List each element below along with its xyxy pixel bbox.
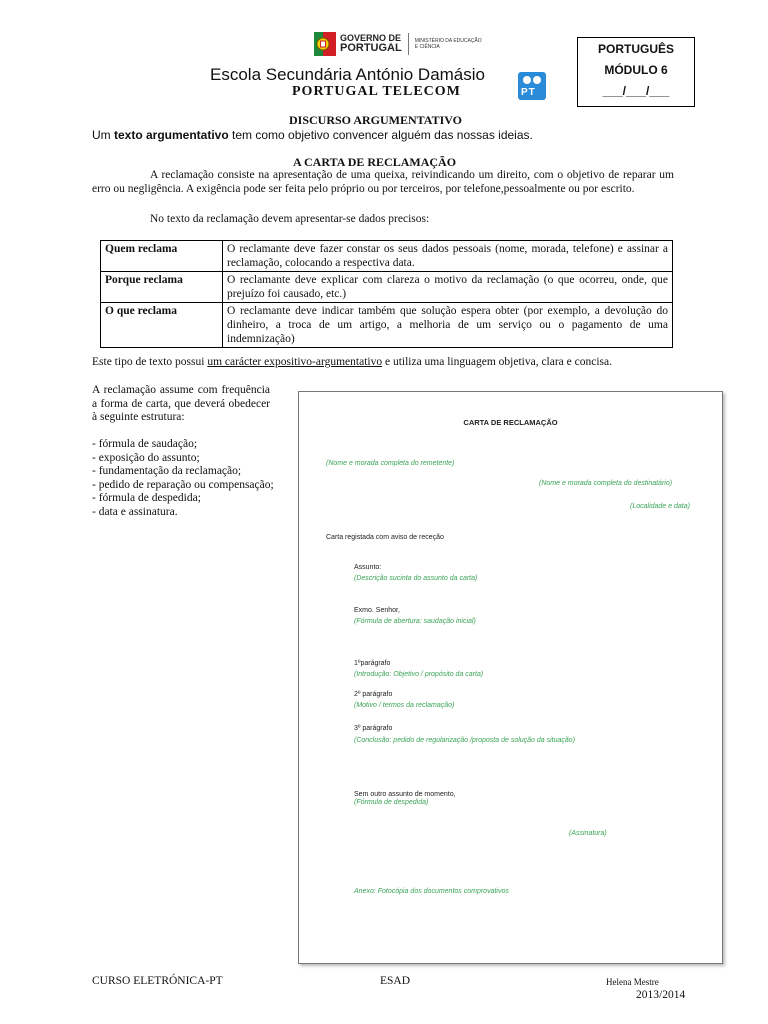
government-logo-text (340, 34, 402, 54)
paragraph-precise-data: No texto da reclamação devem apresentar-se dados precisos: (150, 213, 430, 225)
table-cell-who: O que reclama (101, 303, 223, 348)
paragraph-text-type (92, 356, 612, 368)
letter-closing: Sem outro assunto de momento, (354, 791, 456, 798)
list-item: - data e assinatura. (92, 505, 178, 518)
intro-pre: Um (92, 128, 114, 142)
footer-course: CURSO ELETRÓNICA-PT (92, 975, 223, 987)
letter-greeting: Exmo. Senhor, (354, 607, 400, 614)
module-label: MÓDULO 6 (604, 63, 668, 77)
letter-registered: Carta registada com aviso de receção (326, 534, 444, 541)
subject-box (577, 37, 695, 107)
pt-logo-icon (518, 72, 546, 100)
reclamation-data-table (100, 240, 673, 348)
section-title: DISCURSO ARGUMENTATIVO (289, 113, 463, 127)
letter-subject-hint: (Descrição sucinta do assunto da carta) (354, 575, 478, 582)
government-logo (314, 30, 490, 58)
letter-attachment: Anexo: Fotocópia dos documentos comprovativos (354, 888, 509, 895)
paragraph-definition: A reclamação consiste na apresentação de uma queixa, reivindicando um direito, com o objetivo de reparar um erro ou negligência. A exigência pode ser feita pelo próprio ou por terceiros, por telefone,pessoalmente ou por escrito. (92, 169, 674, 195)
intro-bold: texto argumentativo (114, 128, 229, 142)
ministry-line2: E CIÊNCIA (414, 44, 440, 50)
pt-logo-text: PT (521, 87, 536, 98)
intro-sentence (92, 128, 533, 142)
gov-logo-line1: GOVERNO DE (340, 33, 402, 43)
para3-underlined: um carácter expositivo-argumentativo (207, 356, 383, 368)
structure-list (92, 438, 282, 519)
table-cell-who: Quem reclama (101, 241, 223, 272)
list-item: - fórmula de saudação; (92, 438, 198, 450)
letter-p2-hint: (Motivo / termos da reclamação) (354, 702, 455, 709)
list-item: - pedido de reparação ou compensação; (92, 478, 274, 491)
letter-subject-label: Assunto: (354, 564, 382, 571)
letter-p1-label: 1ºparágrafo (354, 660, 391, 667)
letter-heading: A CARTA DE RECLAMAÇÃO (293, 155, 457, 169)
letter-model (298, 391, 723, 964)
school-name: Escola Secundária António Damásio (210, 65, 485, 84)
pt-logo-dot (523, 76, 531, 84)
letter-model-title: CARTA DE RECLAMAÇÃO (463, 418, 558, 427)
letter-place-date: (Localidade e data) (630, 503, 690, 510)
structure-intro: A reclamação assume com frequência a forma de carta, que deverá obedecer à seguinte estrutura: (92, 384, 270, 423)
letter-p3-hint: (Conclusão: pedido de regularização /proposta de solução da situação) (354, 737, 576, 744)
footer-author: Helena Mestre (606, 977, 659, 987)
table-cell-desc: O reclamante deve fazer constar os seus dados pessoais (nome, morada, telefone) e assinar a reclamação, colocando a respectiva data. (223, 241, 673, 272)
logo-divider (408, 33, 409, 55)
pt-logo-dot (533, 76, 541, 84)
footer-year: 2013/2014 (636, 989, 686, 1001)
table-row (101, 272, 673, 303)
table-row (101, 241, 673, 272)
table-cell-desc: O reclamante deve indicar também que solução espera obter (por exemplo, a devolução do dinheiro, a troca de um artigo, a melhoria de um serviço ou o pagamento de uma indemnização) (223, 303, 673, 348)
list-item: - fundamentação da reclamação; (92, 465, 242, 477)
portugal-emblem-icon (314, 32, 336, 56)
gov-logo-line2: PORTUGAL (340, 42, 402, 54)
letter-p3-label: 3º parágrafo (354, 725, 393, 732)
para3-pre: Este tipo de texto possui (92, 356, 208, 368)
list-item: - exposição do assunto; (92, 451, 200, 464)
date-blank: ___/___/___ (602, 84, 670, 98)
footer-school: ESAD (380, 975, 411, 987)
para3-post: e utiliza uma linguagem objetiva, clara e concisa. (382, 356, 612, 368)
letter-closing-hint: (Fórmula de despedida) (354, 799, 429, 806)
table-cell-desc: O reclamante deve explicar com clareza o motivo da reclamação (o que ocorreu, onde, que prejuízo foi causado, etc.) (223, 272, 673, 303)
table-cell-who: Porque reclama (101, 272, 223, 303)
list-item: - fórmula de despedida; (92, 492, 201, 504)
letter-signature: (Assinatura) (569, 830, 607, 837)
intro-post: tem como objetivo convencer alguém das nossas ideias. (228, 128, 533, 142)
table-row (101, 303, 673, 348)
school-subtitle: PORTUGAL TELECOM (292, 84, 461, 99)
letter-sender: (Nome e morada completa do remetente) (326, 460, 455, 467)
letter-p1-hint: (Introdução: Objetivo / propósito da carta) (354, 671, 484, 678)
subject-label: PORTUGUÊS (597, 42, 674, 56)
letter-greeting-hint: (Fórmula de abertura: saudação inicial) (354, 618, 476, 625)
letter-recipient: (Nome e morada completa do destinatário) (539, 480, 673, 487)
ministry-label (415, 38, 485, 50)
letter-p2-label: 2º parágrafo (354, 691, 393, 698)
ministry-line1: MINISTÉRIO DA EDUCAÇÃO (414, 38, 482, 44)
